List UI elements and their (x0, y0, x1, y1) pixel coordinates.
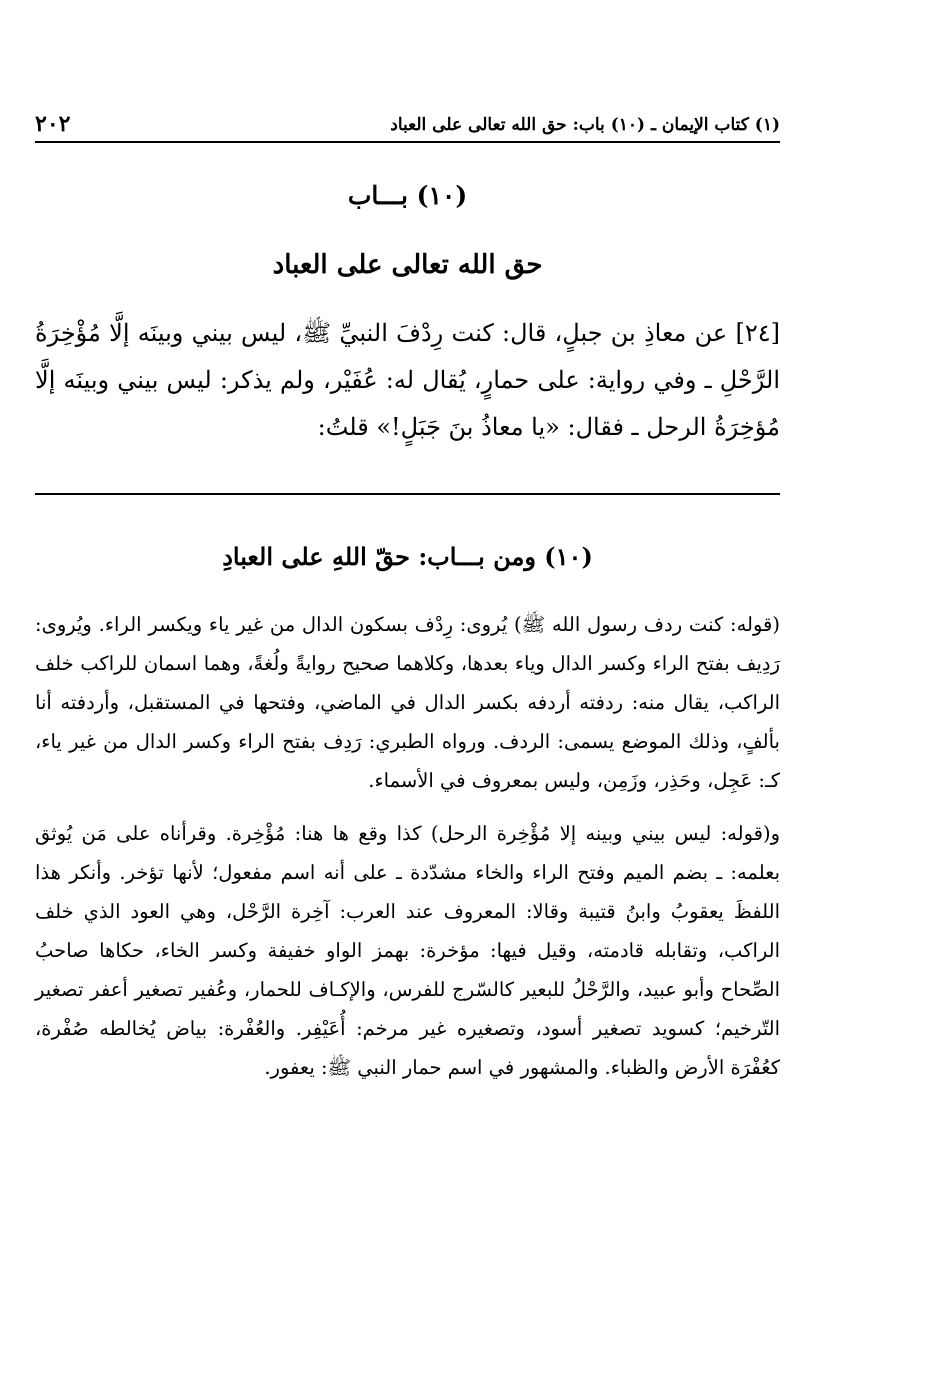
running-header (35, 105, 780, 143)
commentary-paragraph: (قوله: كنت ردف رسول الله ﷺ) يُروى: رِدْف بسكون الدال من غير ياء ويكسر الراء. ويُروى: رَدِيف بفتح الراء وكسر الدال وياء بعدها، وكلاهما صحيح روايةً ولُغةً، وهما اسمان للراكب خلف الراكب، يقال منه: ردفته أردفه بكسر الدال في الماضي، وفتحها في المستقبل، وأردفته أنا بألفٍ، وذلك الموضع يسمى: الردف. ورواه الطبري: رَدِف بفتح الراء وكسر الدال من غير ياء، كـ: عَجِل، وحَذِر، وزَمِن، وليس بمعروف في الأسماء. (35, 613, 780, 792)
commentary-paragraph: و(قوله: ليس بيني وبينه إلا مُؤْخِرة الرحل) كذا وقع ها هنا: مُؤْخِرة. وقرأناه على مَن يُوثق بعلمه: ـ بضم الميم وفتح الراء والخاء مشدّدة ـ على أنه اسم مفعول؛ لأنها تؤخر. وأنكر هذا اللفظَ يعقوبُ وابنُ قتيبة وقالا: المعروف عند العرب: آخِرة الرَّحْل، وهي العود الذي خلف الراكب، وتقابله قادمته، وقيل فيها: مؤخرة: بهمز الواو خفيفة وكسر الخاء، حكاها صاحبُ الصِّحاح وأبو عبيد، والرَّحْلُ للبعير كالسّرج للفرس، والإكـاف للحمار، وعُفير تصغير أعفر تصغير التّرخيم؛ كسويد تصغير أسود، وتصغيره غير مرخم: أُعَيْفِر. والعُفْرة: بياض يُخالطه صُفْرة، كعُفْرَة الأرض والظباء. والمشهور في اسم حمار النبي ﷺ: يعفور. (35, 822, 780, 1079)
chapter-number-heading: (١٠) بـــاب (347, 181, 468, 210)
chapter-title: حق الله تعالى على العباد (272, 250, 543, 280)
hadith-text: [٢٤] عن معاذِ بن جبلٍ، قال: كنت رِدْفَ النبيِّ ﷺ، ليس بيني وبينَه إلَّا مُؤْخِرَةُ الرَّحْلِ ـ وفي رواية: على حمارٍ، يُقال له: عُفَيْر، ولم يذكر: ليس بيني وبينَه إلَّا مُؤخِرَةُ الرحل ـ فقال: «يا معاذُ بنَ جَبَلٍ!» قلتُ: (35, 319, 780, 441)
section-divider (35, 493, 780, 495)
commentary-body (35, 605, 780, 1087)
commentary-heading: (١٠) ومن بـــاب: حقّ اللهِ على العبادِ (222, 542, 593, 571)
page-number: ٢٠٢ (35, 111, 71, 137)
book-page (35, 105, 780, 1335)
running-title: (١) كتاب الإيمان ـ (١٠) باب: حق الله تعالى على العباد (390, 115, 780, 135)
